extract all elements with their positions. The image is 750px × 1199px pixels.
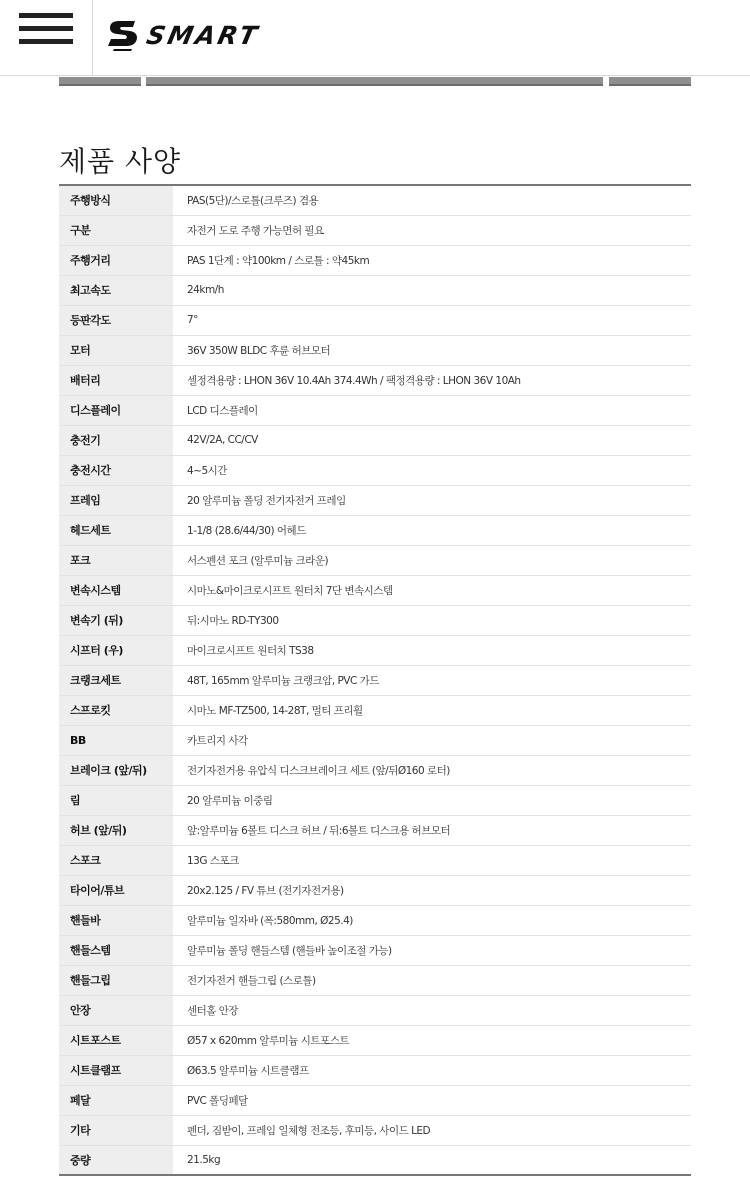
spec-label: 시프터 (우) <box>59 635 173 665</box>
spec-label: 모터 <box>59 335 173 365</box>
spec-label: 충전기 <box>59 425 173 455</box>
spec-label: 변속기 (뒤) <box>59 605 173 635</box>
spec-value: 서스펜션 포크 (알루미늄 크라운) <box>187 554 329 567</box>
table-row <box>59 935 691 965</box>
spec-value: 셀정격용량 : LHON 36V 10.4Ah 374.4Wh / 팩정격용량 : LHON 36V 10Ah <box>187 374 521 387</box>
spec-label: BB <box>59 725 173 755</box>
table-row <box>59 575 691 605</box>
table-row <box>59 815 691 845</box>
spec-value: Ø57 x 620mm 알루미늄 시트포스트 <box>187 1034 349 1047</box>
spec-value: 시마노 MF-TZ500, 14-28T, 멀티 프리휠 <box>187 704 363 717</box>
spec-label: 핸들그립 <box>59 965 173 995</box>
spec-label: 주행거리 <box>59 245 173 275</box>
table-row <box>59 905 691 935</box>
spec-label: 디스플레이 <box>59 395 173 425</box>
spec-value: 20x2.125 / FV 튜브 (전기자전거용) <box>187 884 344 897</box>
spec-value: 마이크로시프트 원터치 TS38 <box>187 644 314 657</box>
spec-value: 4~5시간 <box>187 464 227 477</box>
spec-label: 프레임 <box>59 485 173 515</box>
spec-value: 1-1/8 (28.6/44/30) 어헤드 <box>187 524 306 537</box>
spec-label: 포크 <box>59 545 173 575</box>
spec-label: 페달 <box>59 1085 173 1115</box>
section-tab-bar <box>59 77 691 86</box>
table-row <box>59 695 691 725</box>
table-row <box>59 1085 691 1115</box>
table-row <box>59 215 691 245</box>
table-row <box>59 755 691 785</box>
brand-name: SMART <box>143 20 263 50</box>
table-row <box>59 635 691 665</box>
table-row <box>59 725 691 755</box>
table-row <box>59 845 691 875</box>
spec-value: 21.5kg <box>187 1153 221 1166</box>
spec-value: 센터홀 안장 <box>187 1004 239 1017</box>
spec-value: 앞:알루미늄 6볼트 디스크 허브 / 뒤:6볼트 디스크용 허브모터 <box>187 824 451 837</box>
page-title: 제품 사양 <box>59 145 182 178</box>
spec-value: 48T, 165mm 알루미늄 크랭크암, PVC 가드 <box>187 674 379 687</box>
site-header <box>0 0 750 76</box>
spec-label: 주행방식 <box>59 185 173 215</box>
table-row <box>59 245 691 275</box>
spec-label: 타이어/튜브 <box>59 875 173 905</box>
spec-value: LCD 디스플레이 <box>187 404 258 417</box>
spec-value: 전기자전거 핸들그립 (스로틀) <box>187 974 316 987</box>
spec-value: 알루미늄 폴딩 핸들스템 (핸들바 높이조절 가능) <box>187 944 392 957</box>
spec-label: 기타 <box>59 1115 173 1145</box>
spec-value: 36V 350W BLDC 후륜 허브모터 <box>187 344 331 357</box>
table-row <box>59 1025 691 1055</box>
spec-label: 핸들스템 <box>59 935 173 965</box>
spec-label: 스포크 <box>59 845 173 875</box>
table-row <box>59 335 691 365</box>
tab-next[interactable] <box>609 77 691 86</box>
brand-logo[interactable] <box>105 18 263 52</box>
spec-value: Ø63.5 알루미늄 시트클램프 <box>187 1064 309 1077</box>
table-row <box>59 1115 691 1145</box>
spec-label: 안장 <box>59 995 173 1025</box>
spec-table <box>59 184 691 1176</box>
table-row <box>59 485 691 515</box>
table-row <box>59 515 691 545</box>
spec-value: PAS 1단계 : 약100km / 스로틀 : 약45km <box>187 254 370 267</box>
spec-value: 20 알루미늄 폴딩 전기자전거 프레임 <box>187 494 346 507</box>
table-row <box>59 425 691 455</box>
spec-value: 24km/h <box>187 284 224 296</box>
spec-value: PVC 폴딩페달 <box>187 1094 248 1107</box>
table-row <box>59 185 691 215</box>
spec-value: 7° <box>187 314 198 326</box>
spec-label: 스프로킷 <box>59 695 173 725</box>
spec-value: 20 알루미늄 이중림 <box>187 794 273 807</box>
spec-label: 림 <box>59 785 173 815</box>
table-row <box>59 785 691 815</box>
spec-value: 알루미늄 일자바 (폭:580mm, Ø25.4) <box>187 914 353 927</box>
table-row <box>59 545 691 575</box>
spec-value: 42V/2A, CC/CV <box>187 434 258 446</box>
spec-value: 자전거 도로 주행 가능면허 필요 <box>187 224 324 237</box>
table-row <box>59 1145 691 1175</box>
spec-label: 크랭크세트 <box>59 665 173 695</box>
table-row <box>59 1055 691 1085</box>
spec-label: 중량 <box>59 1145 173 1175</box>
spec-label: 충전시간 <box>59 455 173 485</box>
spec-value: PAS(5단)/스로틀(크루즈) 겸용 <box>187 194 319 207</box>
table-row <box>59 995 691 1025</box>
spec-value: 시마노&마이크로시프트 원터치 7단 변속시스템 <box>187 584 393 597</box>
spec-value: 13G 스포크 <box>187 854 239 867</box>
smart-s-logo-icon <box>105 18 141 52</box>
spec-label: 허브 (앞/뒤) <box>59 815 173 845</box>
spec-value: 카트리지 사각 <box>187 734 248 747</box>
table-row <box>59 395 691 425</box>
spec-value: 뒤:시마노 RD-TY300 <box>187 614 279 627</box>
table-row <box>59 965 691 995</box>
table-row <box>59 605 691 635</box>
spec-label: 배터리 <box>59 365 173 395</box>
spec-label: 핸들바 <box>59 905 173 935</box>
spec-value: 전기자전거용 유압식 디스크브레이크 세트 (앞/뒤Ø160 로터) <box>187 764 450 777</box>
tab-previous[interactable] <box>59 77 141 86</box>
spec-label: 시트클램프 <box>59 1055 173 1085</box>
spec-label: 변속시스템 <box>59 575 173 605</box>
table-row <box>59 665 691 695</box>
table-row <box>59 875 691 905</box>
table-row <box>59 275 691 305</box>
hamburger-menu-icon[interactable] <box>0 0 93 76</box>
table-row <box>59 455 691 485</box>
table-row <box>59 305 691 335</box>
table-row <box>59 365 691 395</box>
tab-current[interactable] <box>146 77 603 86</box>
spec-label: 브레이크 (앞/뒤) <box>59 755 173 785</box>
spec-label: 최고속도 <box>59 275 173 305</box>
spec-label: 헤드세트 <box>59 515 173 545</box>
spec-value: 펜더, 짐받이, 프레임 일체형 전조등, 후미등, 사이드 LED <box>187 1124 431 1137</box>
spec-label: 시트포스트 <box>59 1025 173 1055</box>
spec-label: 구분 <box>59 215 173 245</box>
spec-label: 등판각도 <box>59 305 173 335</box>
